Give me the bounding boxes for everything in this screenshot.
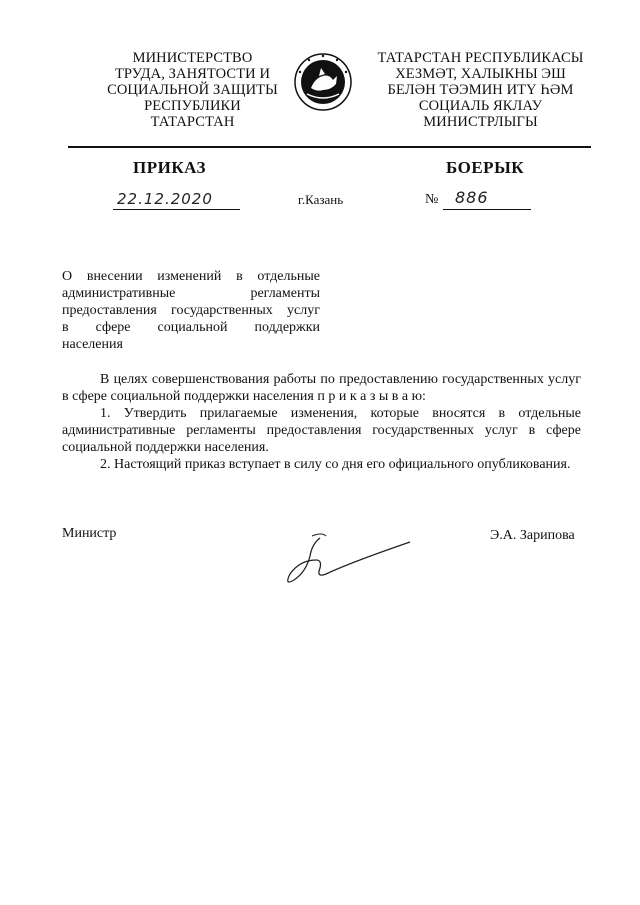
subject-line: в сфере социальной поддержки	[62, 320, 320, 335]
ministry-name-tt	[368, 50, 593, 130]
ministry-name-ru-line: РЕСПУБЛИКИ	[144, 98, 241, 114]
signature-icon	[282, 530, 412, 590]
subject-line: административные регламенты	[62, 286, 320, 301]
ministry-name-ru-line: МИНИСТЕРСТВО	[132, 50, 253, 66]
coat-of-arms-icon	[293, 52, 353, 112]
subject-line: О внесении изменений в отдельные	[62, 269, 320, 284]
ministry-name-tt-line: БЕЛӘН ТӘЭМИН ИТҮ ҺӘМ	[387, 82, 574, 98]
order-city: г.Казань	[298, 192, 344, 207]
order-title-tt: БОЕРЫК	[446, 158, 525, 177]
ministry-name-tt-line: МИНИСТРЛЫГЫ	[423, 114, 538, 130]
number-sign: №	[425, 192, 439, 207]
ministry-name-tt-line: ХЕЗМӘТ, ХАЛЫКНЫ ЭШ	[395, 66, 566, 82]
ministry-name-ru-line: ТАТАРСТАН	[150, 114, 235, 130]
body-paragraph: В целях совершенствования работы по предоставлению государственных услуг в сфере социальной поддержки населения п р и к а з ы в а ю:	[62, 372, 581, 404]
ministry-name-ru-line: СОЦИАЛЬНОЙ ЗАЩИТЫ	[107, 82, 278, 98]
header-divider	[68, 146, 591, 148]
subject-line: населения	[62, 337, 123, 352]
ministry-name-tt-line: ТАТАРСТАН РЕСПУБЛИКАСЫ	[377, 50, 584, 66]
number-underline	[443, 209, 531, 210]
subject-line: предоставления государственных услуг	[62, 303, 320, 318]
order-title-ru: ПРИКАЗ	[133, 158, 206, 177]
order-number: 886	[455, 188, 489, 207]
signer-name: Э.А. Зарипова	[490, 528, 575, 543]
signer-position: Министр	[62, 526, 117, 541]
order-body	[62, 371, 581, 473]
date-underline	[113, 209, 240, 210]
ministry-name-tt-line: СОЦИАЛЬ ЯКЛАУ	[418, 98, 543, 114]
order-subject	[62, 268, 320, 353]
body-paragraph: 1. Утвердить прилагаемые изменения, которые вносятся в отдельные административные регламенты предоставления государственных услуг в сфере социальной поддержки населения.	[62, 406, 581, 455]
ministry-name-ru-line: ТРУДА, ЗАНЯТОСТИ И	[114, 66, 271, 82]
body-paragraph: 2. Настоящий приказ вступает в силу со дня его официального опубликования.	[100, 457, 571, 472]
order-date: 22.12.2020	[117, 190, 213, 208]
ministry-name-ru	[80, 50, 305, 130]
